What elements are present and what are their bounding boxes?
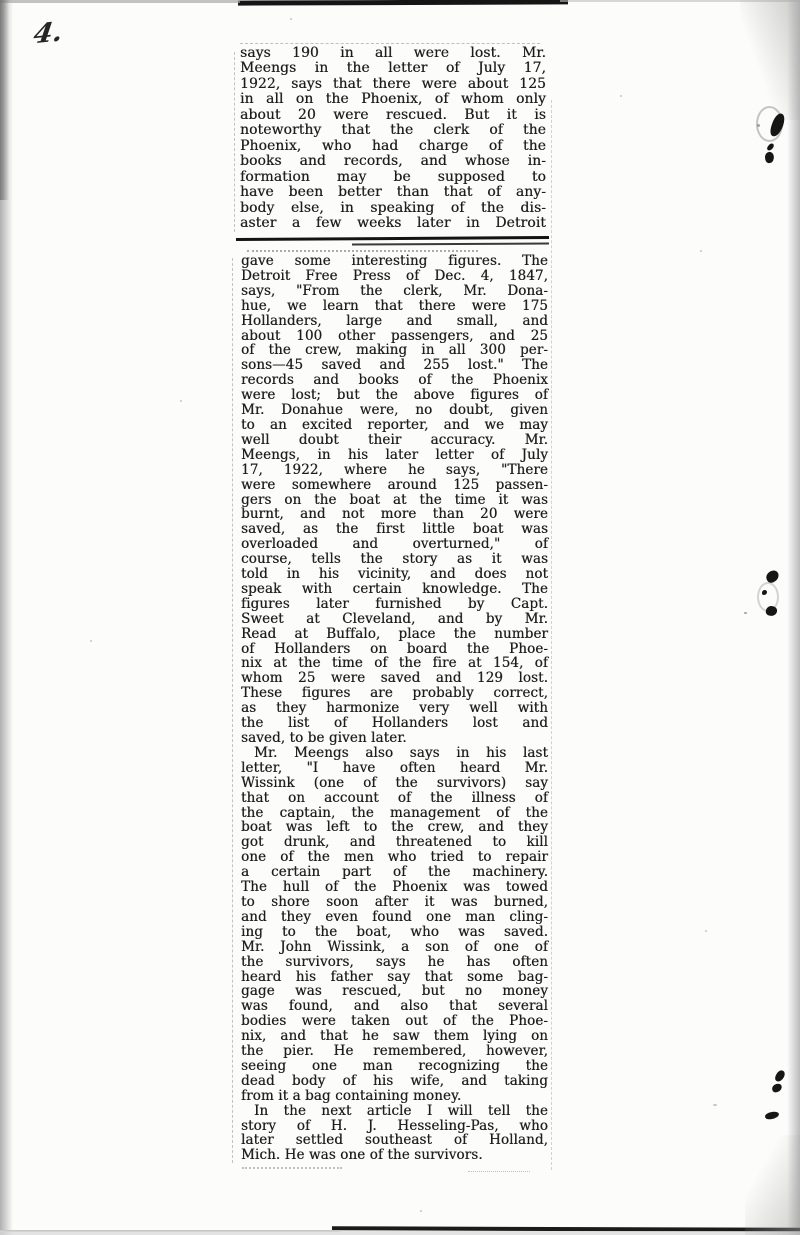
text-line: was found, and also that several <box>241 998 548 1015</box>
text-line: Phoenix, who had charge of the <box>240 137 546 154</box>
text-line: later settled southeast of Holland, <box>241 1132 548 1149</box>
text-line: gers on the boat at the time it was <box>241 491 548 508</box>
scan-edge-bottom-band <box>0 1231 800 1235</box>
ink-speck <box>757 124 760 127</box>
ink-speck <box>744 612 747 614</box>
scan-corner-top-right <box>740 0 800 120</box>
text-line: Meengs in the letter of July 17, <box>240 60 546 77</box>
text-line: letter, "I have often heard Mr. <box>241 759 548 776</box>
text-line: of Hollanders on board the Phoe- <box>241 640 548 657</box>
column-divider-rule-echo <box>352 242 549 245</box>
text-line: says 190 in all were lost. Mr. <box>240 45 546 61</box>
text-line: bodies were taken out of the Phoe- <box>241 1013 548 1030</box>
ink-smudge <box>766 142 775 151</box>
text-line: Detroit Free Press of Dec. 4, 1847, <box>241 267 548 284</box>
text-line: the list of Hollanders lost and <box>241 715 548 732</box>
text-line: sons—45 saved and 255 lost." The <box>241 357 548 374</box>
text-line: course, tells the story as it was <box>241 551 548 568</box>
text-line: gage was rescued, but no money <box>241 983 548 1000</box>
paper-speck <box>90 640 92 642</box>
ink-smudge <box>771 1083 783 1094</box>
text-line: These figures are probably correct, <box>241 685 548 702</box>
text-line: In the next article I will tell the <box>254 1102 548 1119</box>
clipping-cut-line-bottom <box>242 1167 342 1169</box>
scan-edge-left <box>0 0 13 1235</box>
article-paragraph <box>241 746 548 1104</box>
text-line: dead body of his wife, and taking <box>241 1072 548 1089</box>
text-line: a certain part of the machinery. <box>241 864 548 881</box>
text-line: from it a bag containing money. <box>241 1087 462 1104</box>
article-paragraph <box>241 254 548 746</box>
text-line: Mr. Donahue were, no doubt, given <box>241 402 548 419</box>
text-line: story of H. J. Hesseling-Pas, who <box>241 1117 548 1134</box>
paper-speck <box>180 400 182 402</box>
text-line: well doubt their accuracy. Mr. <box>241 431 548 448</box>
text-line: the pier. He remembered, however, <box>241 1043 548 1060</box>
text-line: speak with certain knowledge. The <box>241 580 548 597</box>
clipping-cut-line-top <box>240 43 540 44</box>
text-line: says, "From the clerk, Mr. Dona- <box>241 282 548 299</box>
scan-edge-left-dark <box>0 0 9 200</box>
scan-edge-top-right <box>560 0 800 2</box>
text-line: to an excited reporter, and we may <box>241 416 548 433</box>
scan-edge-top-gray <box>0 0 240 3</box>
paper-speck <box>700 250 702 252</box>
text-line: gave some interesting figures. The <box>241 253 548 269</box>
text-line: nix, and that he saw them lying on <box>241 1028 548 1045</box>
text-line: got drunk, and threatened to kill <box>241 834 548 851</box>
scan-edge-bottom-dark <box>332 1226 800 1231</box>
text-line: Sweet at Cleveland, and by Mr. <box>241 610 548 627</box>
column-edge-line-left <box>232 258 233 1163</box>
text-line: overloaded and overturned," of <box>241 536 548 553</box>
text-line: Read at Buffalo, place the number <box>241 625 548 642</box>
text-line: in all on the Phoenix, of whom only <box>240 91 546 108</box>
text-line: nix at the time of the fire at 154, of <box>241 655 548 672</box>
text-line: records and books of the Phoenix <box>241 372 548 389</box>
text-line: told in his vicinity, and does not <box>241 566 548 583</box>
text-line: Wissink (one of the survivors) say <box>241 774 548 791</box>
article-fragment-top <box>240 46 546 231</box>
handwritten-page-number: 4. <box>31 16 65 51</box>
text-line: Mr. Meengs also says in his last <box>254 744 548 761</box>
ink-smudge <box>765 1111 780 1120</box>
text-line: were somewhere around 125 passen- <box>241 476 548 493</box>
text-line: 17, 1922, where he says, "There <box>241 461 548 478</box>
text-line: burnt, and not more than 20 were <box>241 506 548 523</box>
text-line: that on account of the illness of <box>241 789 548 806</box>
text-line: as they harmonize very well with <box>241 700 548 717</box>
text-line: The hull of the Phoenix was towed <box>241 879 548 896</box>
text-line: Mr. John Wissink, a son of one of <box>241 938 548 955</box>
article-paragraph <box>241 1104 548 1164</box>
scan-edge-bottom-gray <box>0 1230 340 1232</box>
text-line: aster a few weeks later in Detroit <box>240 214 546 231</box>
text-line: have been better than that of any- <box>240 184 546 201</box>
text-line: figures later furnished by Capt. <box>241 595 548 612</box>
paper-speck <box>705 930 707 932</box>
column-edge-line-left-top <box>234 52 235 232</box>
scan-edge-right <box>787 0 800 1235</box>
text-line: ing to the boat, who was saved. <box>241 923 548 940</box>
paper-speck <box>620 95 622 97</box>
text-line: noteworthy that the clerk of the <box>240 122 546 139</box>
text-line: one of the men who tried to repair <box>241 849 548 866</box>
text-line: Meengs, in his later letter of July <box>241 446 548 463</box>
text-line: hue, we learn that there were 175 <box>241 297 548 314</box>
text-line: about 20 were rescued. But it is <box>240 106 546 123</box>
paper-speck <box>713 1104 717 1106</box>
paper-speck <box>290 18 292 20</box>
text-line: the captain, the management of the <box>241 804 548 821</box>
text-line: Hollanders, large and small, and <box>241 312 548 329</box>
text-line: boat was left to the crew, and they <box>241 819 548 836</box>
text-line: saved, as the first little boat was <box>241 521 548 538</box>
column-edge-line-right <box>551 100 552 1170</box>
text-line: books and records, and whose in- <box>240 153 546 170</box>
ink-smudge <box>774 1069 786 1083</box>
clipping-cut-line-bottom-2 <box>468 1171 530 1172</box>
ink-smudge <box>764 151 775 164</box>
text-line: the survivors, says he has often <box>241 953 548 970</box>
article-fragment-main <box>241 254 548 1163</box>
column-divider-rule <box>236 236 549 241</box>
text-line: were lost; but the above figures of <box>241 387 548 404</box>
text-line: saved, to be given later. <box>241 730 407 746</box>
text-line: about 100 other passengers, and 25 <box>241 327 548 344</box>
text-line: and they even found one man cling- <box>241 908 548 925</box>
text-line: heard his father say that some bag- <box>241 968 548 985</box>
text-line: formation may be supposed to <box>240 168 546 185</box>
text-line: seeing one man recognizing the <box>241 1057 548 1074</box>
text-line: 1922, says that there were about 125 <box>240 75 546 92</box>
text-line: Mich. He was one of the survivors. <box>241 1147 483 1164</box>
text-line: whom 25 were saved and 129 lost. <box>241 670 548 687</box>
scan-edge-top-dark <box>238 0 568 6</box>
scan-corner-bottom-right <box>745 1135 800 1235</box>
text-line: to shore soon after it was burned, <box>241 893 548 910</box>
clipping-cut-line-mid <box>247 250 478 252</box>
paper-speck <box>420 1210 422 1212</box>
text-line: of the crew, making in all 300 per- <box>241 342 548 359</box>
text-line: body else, in speaking of the dis- <box>240 199 546 216</box>
